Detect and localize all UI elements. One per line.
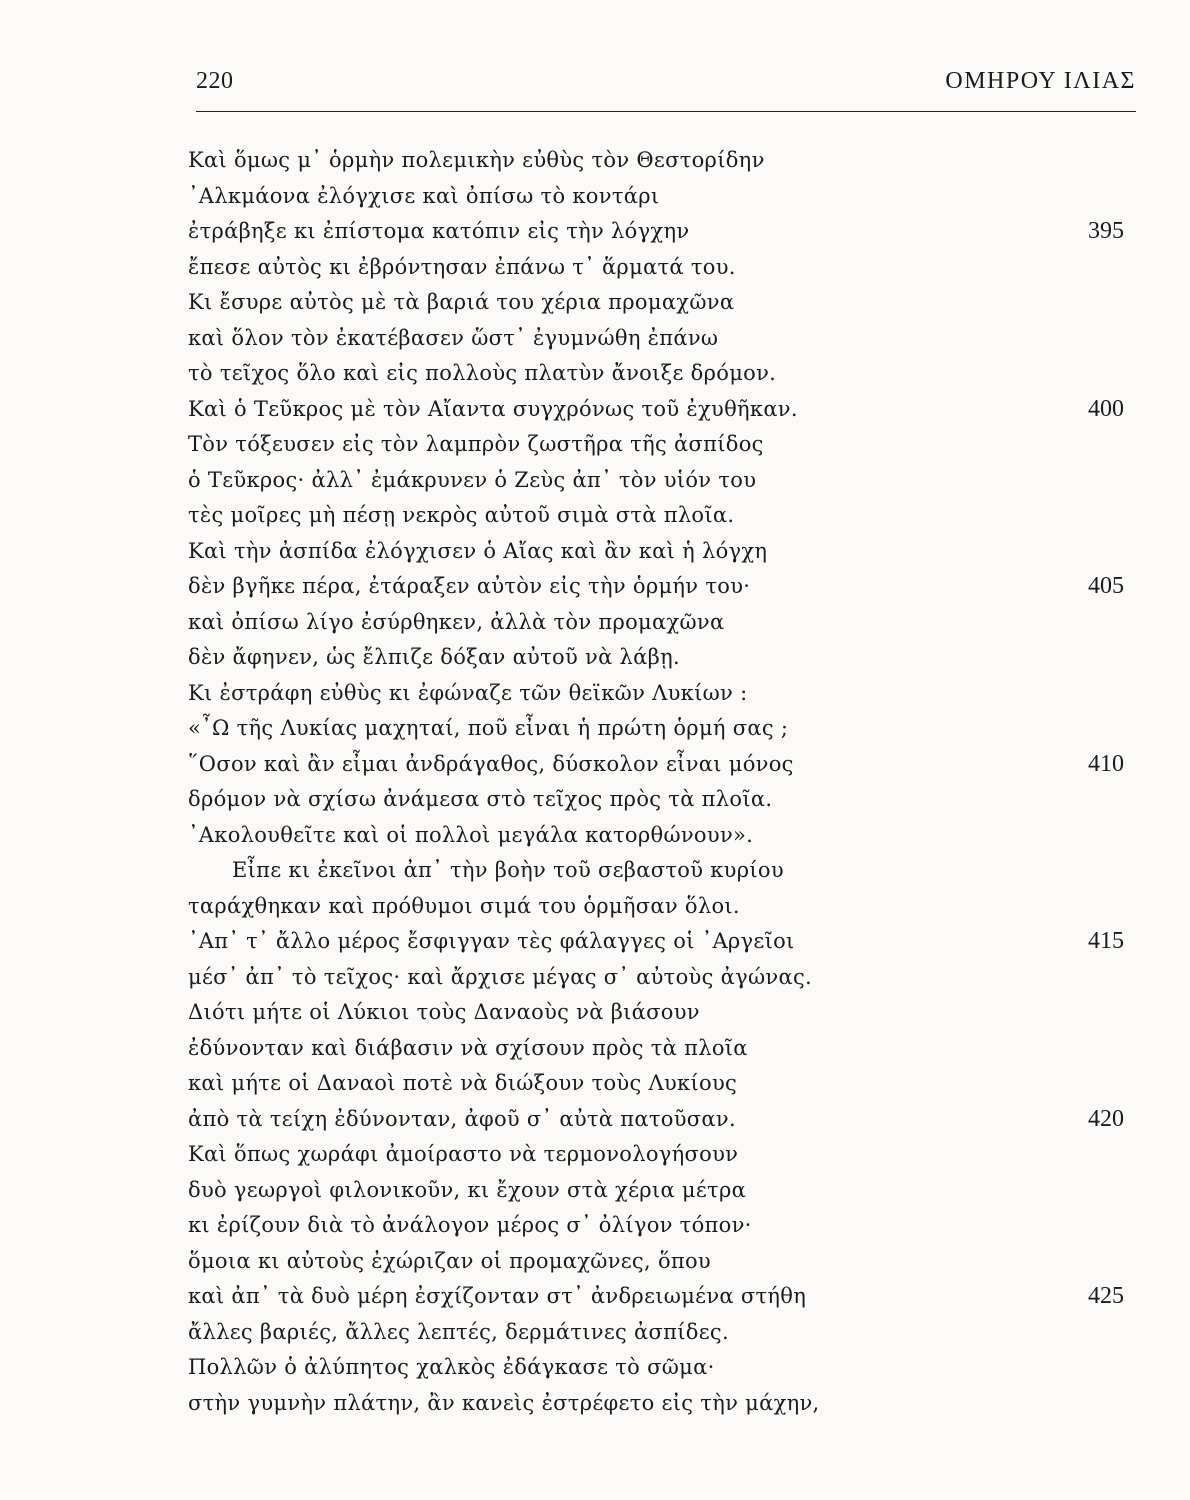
verse-line [188, 605, 1148, 641]
verse-line [188, 1315, 1148, 1351]
verse-line [188, 463, 1148, 499]
verse-line [188, 356, 1148, 392]
verse-text: «῏Ω τῆς Λυκίας μαχηταί, ποῦ εἶναι ἡ πρώτη ὁρμή σας ; [188, 716, 789, 740]
verse-text: Κι ἔσυρε αὐτὸς μὲ τὰ βαριά του χέρια προμαχῶνα [188, 290, 735, 314]
verse-line [188, 676, 1148, 712]
verse-text: ἐδύνονταν καὶ διάβασιν νὰ σχίσουν πρὸς τὰ πλοῖα [188, 1035, 748, 1060]
verse-text: καὶ ὅλον τὸν ἐκατέβασεν ὥστ᾽ ἐγυμνώθη ἐπάνω [188, 325, 719, 350]
verse-line [188, 498, 1148, 534]
verse-line [188, 1066, 1148, 1102]
verse-line [188, 924, 1148, 960]
verse-text: ἔπεσε αὐτὸς κι ἐβρόντησαν ἐπάνω τ᾽ ἅρματά του. [188, 254, 736, 279]
verse-text: κι ἐρίζουν διὰ τὸ ἀνάλογον μέρος σ᾽ ὀλίγον τόπον· [188, 1213, 752, 1237]
verse-line [188, 818, 1148, 854]
verse-line [188, 143, 1148, 179]
verse-line [188, 1244, 1148, 1280]
verse-text: καὶ ὀπίσω λίγο ἐσύρθηκεν, ἀλλὰ τὸν προμαχῶνα [188, 609, 725, 634]
verse-line [188, 747, 1148, 783]
verse-text: Καὶ ὅπως χωράφι ἀμοίραστο νὰ τερμονολογήσουν [188, 1142, 739, 1166]
line-number: 395 [1088, 218, 1124, 244]
verse-text: ταράχθηκαν καὶ πρόθυμοι σιμά του ὁρμῆσαν ὅλοι. [188, 893, 740, 918]
verse-line [188, 392, 1148, 428]
verse-line [188, 534, 1148, 570]
verse-text: δὲν ἄφηνεν, ὡς ἔλπιζε δόξαν αὐτοῦ νὰ λάβῃ. [188, 645, 680, 669]
running-title: ΟΜΗΡΟΥ ΙΛΙΑΣ [945, 68, 1136, 94]
page-header [196, 68, 1136, 108]
verse-line [188, 569, 1148, 605]
verse-text: Εἶπε κι ἐκεῖνοι ἀπ᾽ τὴν βοὴν τοῦ σεβαστοῦ κυρίου [232, 858, 784, 882]
verse-text: ἀπὸ τὰ τείχη ἐδύνονταν, ἀφοῦ σ᾽ αὐτὰ πατοῦσαν. [188, 1106, 736, 1131]
verse-line [188, 1031, 1148, 1067]
verse-text: τὲς μοῖρες μὴ πέσῃ νεκρὸς αὐτοῦ σιμὰ στὰ πλοῖα. [188, 503, 735, 527]
verse-text: ᾽Αλκμάονα ἐλόγχισε καὶ ὀπίσω τὸ κοντάρι [188, 183, 660, 208]
verse-text: ἄλλες βαριές, ἄλλες λεπτές, δερμάτινες ἀσπίδες. [188, 1319, 729, 1344]
verse-line [188, 1137, 1148, 1173]
verse-line [188, 179, 1148, 215]
line-number: 420 [1088, 1105, 1124, 1132]
line-number: 400 [1088, 395, 1124, 422]
verse-line [188, 1208, 1148, 1244]
verse-text: Καὶ τὴν ἀσπίδα ἐλόγχισεν ὁ Αἴας καὶ ἂν καὶ ἡ λόγχη [188, 538, 768, 563]
verse-text: Τὸν τόξευσεν εἰς τὸν λαμπρὸν ζωστῆρα τῆς ἀσπίδος [188, 432, 764, 456]
line-number: 405 [1088, 573, 1124, 599]
verse-text: δυὸ γεωργοὶ φιλονικοῦν, κι ἔχουν στὰ χέρια μέτρα [188, 1177, 747, 1202]
verse-text: ὁ Τεῦκρος· ἀλλ᾽ ἐμάκρυνεν ὁ Ζεὺς ἀπ᾽ τὸν υἱόν του [188, 467, 757, 492]
poem-text [188, 143, 1148, 1421]
verse-line [188, 250, 1148, 286]
verse-text: Διότι μήτε οἱ Λύκιοι τοὺς Δαναοὺς νὰ βιάσουν [188, 1000, 700, 1024]
verse-line [188, 853, 1148, 889]
header-rule [196, 111, 1136, 112]
verse-text: Καὶ ὁ Τεῦκρος μὲ τὸν Αἴαντα συγχρόνως τοῦ ἐχυθῆκαν. [188, 396, 798, 421]
verse-line [188, 321, 1148, 357]
verse-text: μέσ᾽ ἀπ᾽ τὸ τεῖχος· καὶ ἄρχισε μέγας σ᾽ αὐτοὺς ἀγώνας. [188, 964, 812, 989]
verse-text: τὸ τεῖχος ὅλο καὶ εἰς πολλοὺς πλατὺν ἄνοιξε δρόμον. [188, 361, 777, 385]
verse-text: Πολλῶν ὁ ἀλύπητος χαλκὸς ἐδάγκασε τὸ σῶμα· [188, 1355, 715, 1379]
verse-line [188, 1386, 1148, 1422]
verse-text: Κι ἐστράφη εὐθὺς κι ἐφώναζε τῶν θεϊκῶν Λυκίων : [188, 680, 748, 705]
verse-line [188, 1279, 1148, 1315]
verse-line [188, 214, 1148, 250]
verse-line [188, 889, 1148, 925]
verse-line [188, 1173, 1148, 1209]
verse-text: καὶ μήτε οἱ Δαναοὶ ποτὲ νὰ διώξουν τοὺς Λυκίους [188, 1071, 738, 1095]
line-number: 410 [1088, 750, 1124, 777]
verse-line [188, 1350, 1148, 1386]
line-number: 415 [1088, 928, 1124, 954]
verse-text: δὲν βγῆκε πέρα, ἐτάραξεν αὐτὸν εἰς τὴν ὁρμήν του· [188, 574, 751, 598]
verse-text: Καὶ ὅμως μ᾽ ὁρμὴν πολεμικὴν εὐθὺς τὸν Θεστορίδην [188, 148, 765, 172]
verse-line [188, 1102, 1148, 1138]
verse-line [188, 995, 1148, 1031]
verse-text: καὶ ἀπ᾽ τὰ δυὸ μέρη ἐσχίζονταν στ᾽ ἀνδρειωμένα στήθη [188, 1284, 807, 1308]
verse-line [188, 427, 1148, 463]
verse-text: δρόμον νὰ σχίσω ἀνάμεσα στὸ τεῖχος πρὸς τὰ πλοῖα. [188, 787, 773, 811]
page-number: 220 [196, 68, 234, 94]
verse-text: ἐτράβηξε κι ἐπίστομα κατόπιν εἰς τὴν λόγχην [188, 219, 690, 243]
line-number: 425 [1088, 1283, 1124, 1309]
verse-line [188, 640, 1148, 676]
verse-line [188, 285, 1148, 321]
verse-text: στὴν γυμνὴν πλάτην, ἂν κανεὶς ἐστρέφετο εἰς τὴν μάχην, [188, 1390, 820, 1415]
verse-line [188, 782, 1148, 818]
verse-text: ᾽Ακολουθεῖτε καὶ οἱ πολλοὶ μεγάλα κατορθώνουν». [188, 822, 754, 847]
verse-text: ῞Οσον καὶ ἂν εἶμαι ἀνδράγαθος, δύσκολον εἶναι μόνος [188, 751, 794, 776]
verse-line [188, 711, 1148, 747]
verse-text: ὅμοια κι αὐτοὺς ἐχώριζαν οἱ προμαχῶνες, ὅπου [188, 1248, 712, 1273]
verse-text: ᾽Απ᾽ τ᾽ ἄλλο μέρος ἔσφιγγαν τὲς φάλαγγες οἱ ᾽Αργεῖοι [188, 929, 795, 953]
verse-line [188, 960, 1148, 996]
